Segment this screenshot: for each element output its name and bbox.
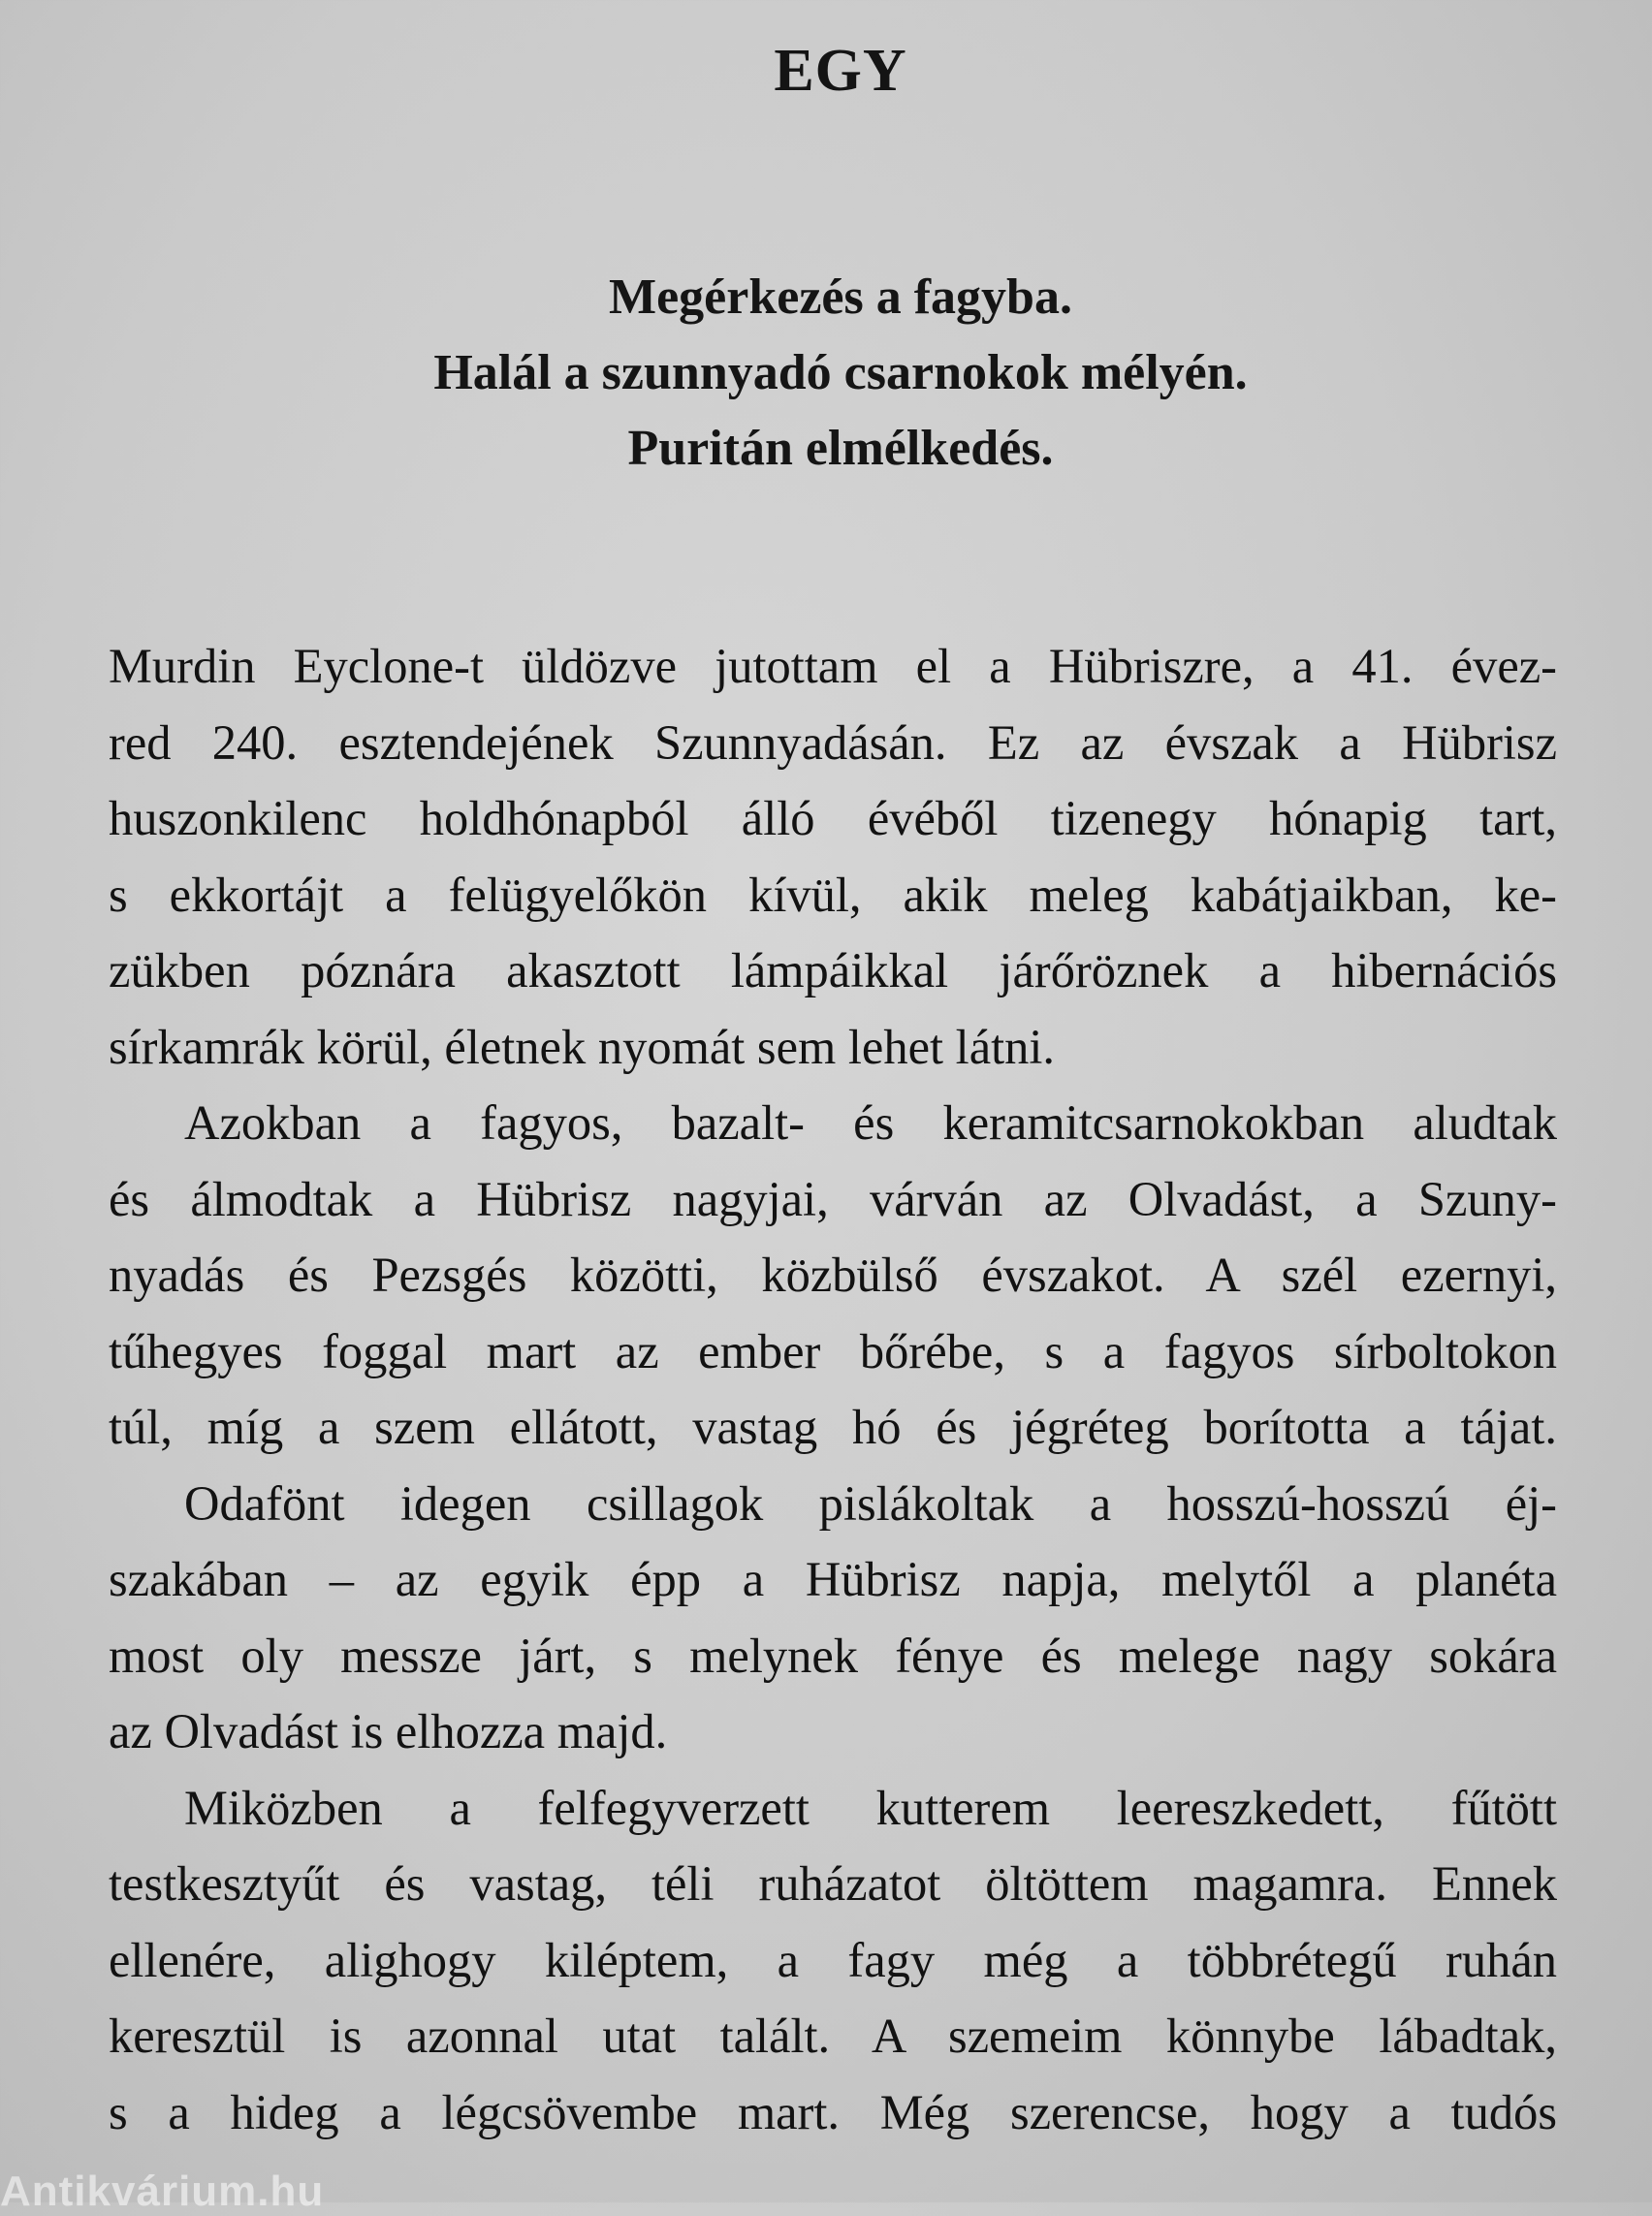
text-line: huszonkilenc holdhónapból álló évéből tizenegy hónapig tart,	[109, 791, 1557, 845]
summary-line: Puritán elmélkedés.	[627, 421, 1054, 476]
paragraph-2	[109, 1085, 1557, 1466]
paragraph-1	[109, 628, 1557, 1085]
text-line: s a hideg a légcsövembe mart. Még szerencse, hogy a tudós	[109, 2084, 1557, 2139]
text-line: zükben póznára akasztott lámpáikkal járőröznek a hibernációs	[109, 943, 1557, 997]
paragraph-4	[109, 1770, 1557, 2151]
text-line: nyadás és Pezsgés közötti, közbülső évszakot. A szél ezernyi,	[109, 1248, 1557, 1302]
text-line: szakában – az egyik épp a Hübrisz napja, melytől a planéta	[109, 1552, 1557, 1606]
body-text	[109, 628, 1557, 2150]
text-line: s ekkortájt a felügyelőkön kívül, akik meleg kabátjaikban, ke-	[109, 867, 1557, 922]
text-line: red 240. esztendejének Szunnyadásán. Ez az évszak a Hübrisz	[109, 714, 1557, 770]
text-line: Murdin Eyclone-t üldözve jutottam el a Hübriszre, a 41. évez-	[109, 639, 1557, 693]
summary-line: Halál a szunnyadó csarnokok mélyén.	[433, 345, 1248, 400]
text-line: sírkamrák körül, életnek nyomát sem lehet látni.	[109, 1019, 1056, 1074]
summary-line: Megérkezés a fagyba.	[609, 269, 1072, 325]
chapter-summary	[0, 260, 1652, 487]
text-line: testkesztyűt és vastag, téli ruházatot öltöttem magamra. Ennek	[109, 1856, 1557, 1911]
text-line: Odafönt idegen csillagok pislákoltak a hosszú-hosszú éj-	[184, 1475, 1557, 1531]
text-line: és álmodtak a Hübrisz nagyjai, várván az Olvadást, a Szuny-	[109, 1171, 1557, 1226]
text-line: keresztül is azonnal utat talált. A szemeim könnybe lábadtak,	[109, 2009, 1557, 2063]
text-line: túl, míg a szem ellátott, vastag hó és jégréteg borította a tájat.	[109, 1400, 1557, 1454]
text-line: az Olvadást is elhozza majd.	[109, 1704, 668, 1758]
text-line: ellenére, alighogy kiléptem, a fagy még a többrétegű ruhán	[109, 1932, 1557, 1987]
chapter-title: EGY	[774, 38, 907, 104]
text-line: tűhegyes foggal mart az ember bőrébe, s a fagyos sírboltokon	[109, 1323, 1557, 1378]
text-line: most oly messze járt, s melynek fénye és melege nagy sokára	[109, 1628, 1557, 1683]
watermark: Antikvárium.hu	[0, 2168, 325, 2215]
paragraph-3	[109, 1466, 1557, 1770]
text-line: Miközben a felfegyverzett kutterem leereszkedett, fűtött	[184, 1780, 1557, 1835]
text-line: Azokban a fagyos, bazalt- és keramitcsarnokokban aludtak	[184, 1095, 1557, 1150]
